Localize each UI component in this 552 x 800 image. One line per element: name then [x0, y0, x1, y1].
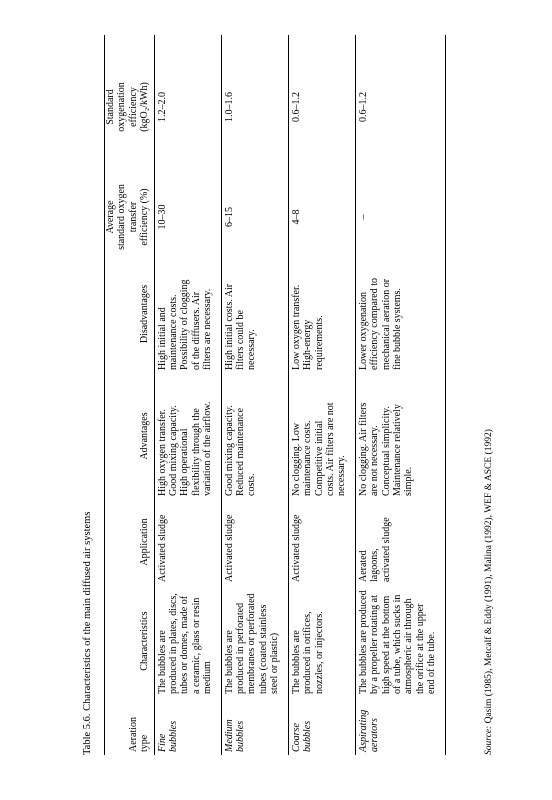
cell-characteristics	[355, 585, 445, 697]
table-body	[154, 35, 445, 755]
table-row	[221, 35, 288, 755]
text-line: Application	[139, 518, 151, 566]
cell-application	[154, 499, 221, 585]
cell-characteristics	[288, 585, 355, 697]
table-row	[154, 35, 221, 755]
header-characteristics	[105, 585, 155, 697]
text-line: lagoons,	[369, 548, 381, 582]
text-line: oxygenation	[116, 82, 128, 132]
header-application	[105, 499, 155, 585]
text-line: Good mixing capacity.	[223, 405, 235, 496]
text-line: necessary.	[246, 329, 258, 370]
cell-application	[288, 499, 355, 585]
text-line: produced in perforated	[235, 602, 247, 694]
text-line: Possibility of clogging	[179, 279, 191, 370]
table-source	[484, 429, 495, 755]
cell-application	[355, 499, 445, 585]
text-line: Aeration	[127, 717, 139, 752]
cell-transfer-efficiency: 4–8	[290, 209, 302, 225]
text-line: by a propeller rotating at	[369, 595, 381, 694]
text-line: bubbles	[168, 720, 180, 752]
cell-disadvantages	[221, 255, 288, 373]
text-line: The bubbles are	[156, 630, 168, 694]
cell-advantages	[221, 373, 288, 499]
header-disadvantages	[105, 255, 155, 373]
cell-oxygenation-efficiency: 0.6–1.2	[357, 92, 369, 122]
text-line: maintenance costs.	[168, 294, 180, 370]
text-line: the orifice at the upper	[414, 603, 426, 694]
cell-transfer-efficiency: 6–15	[223, 207, 235, 227]
text-line: fine bubble systems.	[391, 288, 403, 370]
text-line: nozzles, or injectors.	[313, 611, 325, 694]
text-line: flexibility through the	[190, 408, 202, 496]
text-line: membranes or perforated	[246, 593, 258, 694]
text-line: maintenance costs.	[302, 420, 314, 496]
cell-oxygenation-efficiency: 0.6–1.2	[290, 92, 302, 122]
text-line: variation of the airflow.	[202, 401, 214, 496]
header-oxygenation-efficiency	[105, 35, 155, 179]
text-line: High operational	[179, 428, 191, 496]
diffused-air-table	[104, 35, 446, 755]
text-line: medium	[202, 661, 214, 694]
text-line: High initial costs. Air	[223, 283, 235, 370]
text-line: (kgO₂/kWh)	[139, 82, 151, 132]
text-line: Coarse	[290, 723, 302, 752]
text-line: aerators	[369, 718, 381, 752]
text-line: Activated sludge	[223, 514, 235, 582]
text-line: Fine	[156, 733, 168, 752]
text-line: of the diffusers. Air	[190, 291, 202, 370]
cell-characteristics	[221, 585, 288, 697]
text-line: efficiency compared to	[369, 278, 381, 370]
text-line: filters could be	[235, 310, 247, 370]
table-caption: Table 5.6. Characteristics of the main diffused air systems	[82, 511, 93, 755]
cell-oxygenation-efficiency: 1.0–1.6	[223, 92, 235, 122]
cell-disadvantages	[154, 255, 221, 373]
text-line: costs. Air filters are not	[324, 402, 336, 496]
text-line: Good mixing capacity.	[168, 405, 180, 496]
text-line: transfer	[127, 201, 139, 233]
cell-advantages	[288, 373, 355, 499]
text-line: Aerated	[357, 550, 369, 582]
text-line: High initial and	[156, 307, 168, 370]
text-line: Characteristics	[139, 611, 151, 671]
text-line: efficiency	[127, 87, 139, 127]
cell-advantages	[355, 373, 445, 499]
text-line: The bubbles are produced	[357, 590, 369, 694]
cell-oxygenation-efficiency: 1.2–2.0	[156, 92, 168, 122]
text-line: High oxygen transfer.	[156, 409, 168, 496]
text-line: produced in orifices,	[302, 611, 314, 694]
text-line: type	[139, 734, 151, 752]
header-aeration-type	[105, 697, 155, 755]
text-line: High-energy	[302, 319, 314, 370]
rotated-page	[82, 35, 502, 755]
text-line: bubbles	[235, 720, 247, 752]
text-line: tubes or domes, made of	[179, 595, 191, 694]
text-line: of a tube, which sucks in	[391, 594, 403, 694]
text-line: The bubbles are	[223, 630, 235, 694]
cell-aeration-type	[154, 697, 221, 755]
text-line: end of the tube.	[426, 631, 438, 694]
text-line: filters are necessary.	[202, 288, 214, 370]
text-line: Maintenance relatively	[391, 404, 403, 496]
text-line: are not necessary.	[369, 425, 381, 496]
text-line: Reduced maintenance	[235, 407, 247, 496]
text-line: a ceramic, glass or resin	[190, 597, 202, 694]
source-label: Source:	[484, 725, 494, 755]
text-line: simple.	[403, 466, 415, 496]
text-line: No clogging. Air filters	[357, 402, 369, 496]
text-line: Advantages	[139, 412, 151, 460]
text-line: Low oxygen transfer.	[290, 284, 302, 370]
text-line: activated sludge	[380, 517, 392, 582]
source-text: Qasim (1985), Metcalf & Eddy (1991), Malina (1992), WEF & ASCE (1992)	[484, 429, 494, 726]
cell-disadvantages	[355, 255, 445, 373]
cell-characteristics	[154, 585, 221, 697]
text-line: The bubbles are	[290, 630, 302, 694]
cell-application	[221, 499, 288, 585]
text-line: Lower oxygenation	[357, 291, 369, 370]
text-line: steel or plastic)	[269, 632, 281, 694]
table-row	[355, 35, 445, 755]
cell-disadvantages	[288, 255, 355, 373]
table-header-row	[105, 35, 155, 755]
header-transfer-efficiency	[105, 179, 155, 255]
text-line: costs.	[246, 473, 258, 496]
text-line: Average	[105, 200, 116, 234]
cell-aeration-type	[355, 697, 445, 755]
text-line: Competitive initial	[313, 420, 325, 496]
text-line: Activated sludge	[290, 514, 302, 582]
text-line: efficiency (%)	[139, 188, 151, 246]
text-line: Medium	[223, 719, 235, 752]
text-line: requirements.	[313, 315, 325, 370]
cell-aeration-type	[288, 697, 355, 755]
text-line: bubbles	[302, 720, 314, 752]
text-line: Aspirating	[357, 709, 369, 752]
cell-advantages	[154, 373, 221, 499]
text-line: atmospheric air through	[403, 598, 415, 694]
text-line: standard oxygen	[116, 184, 128, 250]
text-line: tubes (coated stainless	[257, 604, 269, 694]
cell-transfer-efficiency: 10–30	[156, 204, 168, 230]
cell-transfer-efficiency: –	[357, 214, 369, 220]
text-line: necessary.	[336, 455, 348, 496]
text-line: Conceptual simplicity.	[380, 406, 392, 496]
header-advantages	[105, 373, 155, 499]
text-line: mechanical aeration or	[380, 278, 392, 370]
text-line: No clogging. Low	[290, 422, 302, 496]
table-row	[288, 35, 355, 755]
cell-aeration-type	[221, 697, 288, 755]
text-line: Activated sludge	[156, 514, 168, 582]
text-line: high speed at the bottom	[380, 595, 392, 694]
text-line: Disadvantages	[139, 284, 151, 344]
text-line: Standard	[105, 89, 116, 125]
text-line: produced in plates, discs,	[168, 593, 180, 694]
